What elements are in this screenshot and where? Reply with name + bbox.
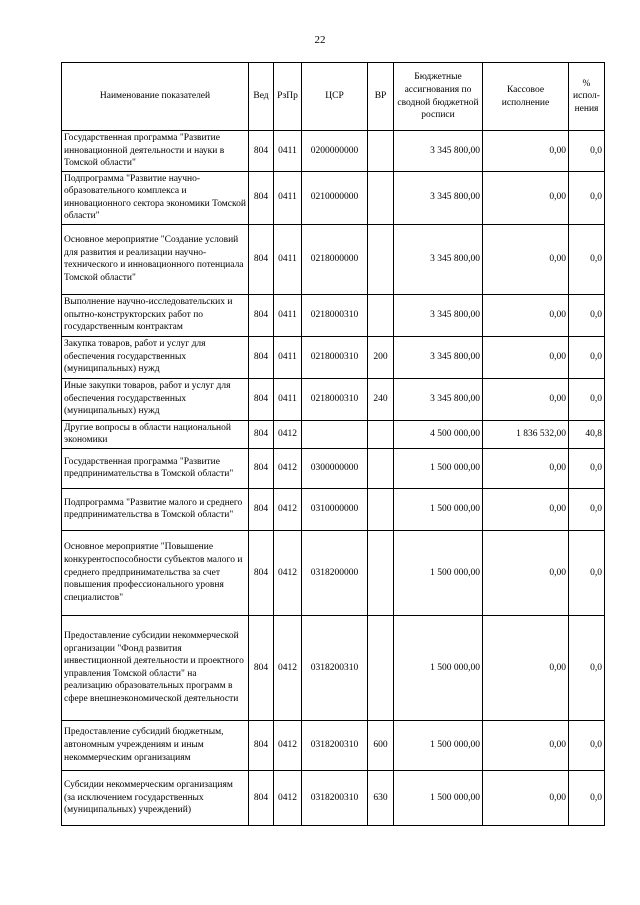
- cell-csr: 0318200310: [302, 720, 368, 770]
- header-csr: ЦСР: [302, 63, 368, 131]
- cell-percent: 0,0: [569, 720, 605, 770]
- table-row: [62, 615, 605, 720]
- cell-vr: [368, 420, 394, 448]
- budget-table: [61, 62, 605, 826]
- cell-name: Подпрограмма "Развитие малого и среднего предпринимательства в Томской области": [62, 488, 249, 530]
- cell-csr: 0218000310: [302, 378, 368, 420]
- cell-name: Закупка товаров, работ и услуг для обеспечения государственных (муниципальных) нужд: [62, 336, 249, 378]
- cell-rzpr: 0411: [274, 294, 302, 336]
- cell-csr: 0318200310: [302, 615, 368, 720]
- cell-vr: [368, 530, 394, 615]
- cell-rzpr: 0412: [274, 720, 302, 770]
- cell-csr: 0200000000: [302, 131, 368, 172]
- cell-budget: 1 500 000,00: [394, 448, 483, 488]
- table-row: [62, 378, 605, 420]
- cell-percent: 0,0: [569, 530, 605, 615]
- cell-budget: 1 500 000,00: [394, 488, 483, 530]
- cell-ved: 804: [249, 131, 274, 172]
- cell-cash: 0,00: [483, 770, 569, 825]
- table-row: [62, 294, 605, 336]
- cell-vr: 200: [368, 336, 394, 378]
- cell-percent: 0,0: [569, 224, 605, 294]
- cell-ved: 804: [249, 336, 274, 378]
- cell-cash: 0,00: [483, 171, 569, 224]
- header-rzpr: РзПр: [274, 63, 302, 131]
- cell-percent: 0,0: [569, 448, 605, 488]
- cell-ved: 804: [249, 378, 274, 420]
- cell-cash: 1 836 532,00: [483, 420, 569, 448]
- header-vr: ВР: [368, 63, 394, 131]
- cell-rzpr: 0411: [274, 224, 302, 294]
- cell-budget: 1 500 000,00: [394, 530, 483, 615]
- cell-name: Основное мероприятие "Повышение конкурентоспособности субъектов малого и среднего предпринимательства за счет повышения профессионального уровня специалистов": [62, 530, 249, 615]
- cell-ved: 804: [249, 224, 274, 294]
- cell-cash: 0,00: [483, 448, 569, 488]
- cell-name: Субсидии некоммерческим организациям (за исключением государственных (муниципальных) учреждений): [62, 770, 249, 825]
- cell-percent: 0,0: [569, 770, 605, 825]
- cell-name: Государственная программа "Развитие предпринимательства в Томской области": [62, 448, 249, 488]
- cell-name: Выполнение научно-исследовательских и опытно-конструкторских работ по государственным контрактам: [62, 294, 249, 336]
- cell-csr: 0300000000: [302, 448, 368, 488]
- table-row: [62, 131, 605, 172]
- cell-ved: 804: [249, 488, 274, 530]
- cell-csr: 0218000000: [302, 224, 368, 294]
- cell-cash: 0,00: [483, 720, 569, 770]
- cell-rzpr: 0411: [274, 131, 302, 172]
- table-row: [62, 448, 605, 488]
- cell-budget: 3 345 800,00: [394, 171, 483, 224]
- cell-name: Предоставление субсидии некоммерческой организации "Фонд развития инвестиционной деятельности и проектного управления Томской области" на реализацию образовательных программ в сфере внешнеэкономической деятельности: [62, 615, 249, 720]
- header-row: [62, 63, 605, 131]
- cell-vr: [368, 448, 394, 488]
- cell-budget: 1 500 000,00: [394, 720, 483, 770]
- page-number: 22: [314, 34, 326, 46]
- cell-cash: 0,00: [483, 378, 569, 420]
- table-row: [62, 224, 605, 294]
- cell-budget: 1 500 000,00: [394, 615, 483, 720]
- cell-name: Основное мероприятие "Создание условий для развития и реализации научно-технического и инновационного потенциала Томской области": [62, 224, 249, 294]
- cell-rzpr: 0412: [274, 770, 302, 825]
- cell-budget: 1 500 000,00: [394, 770, 483, 825]
- cell-cash: 0,00: [483, 530, 569, 615]
- cell-ved: 804: [249, 720, 274, 770]
- cell-vr: 600: [368, 720, 394, 770]
- cell-cash: 0,00: [483, 336, 569, 378]
- cell-budget: 4 500 000,00: [394, 420, 483, 448]
- table-row: [62, 770, 605, 825]
- header-percent: % испол-нения: [569, 63, 605, 131]
- table-row: [62, 336, 605, 378]
- cell-rzpr: 0412: [274, 448, 302, 488]
- table-row: [62, 530, 605, 615]
- cell-rzpr: 0412: [274, 488, 302, 530]
- cell-name: Другие вопросы в области национальной экономики: [62, 420, 249, 448]
- cell-cash: 0,00: [483, 615, 569, 720]
- cell-rzpr: 0411: [274, 336, 302, 378]
- cell-percent: 0,0: [569, 336, 605, 378]
- table-row: [62, 720, 605, 770]
- cell-csr: 0318200310: [302, 770, 368, 825]
- cell-ved: 804: [249, 420, 274, 448]
- cell-vr: [368, 171, 394, 224]
- cell-csr: 0218000310: [302, 336, 368, 378]
- cell-ved: 804: [249, 171, 274, 224]
- cell-vr: [368, 294, 394, 336]
- cell-vr: [368, 615, 394, 720]
- cell-percent: 0,0: [569, 294, 605, 336]
- header-ved: Вед: [249, 63, 274, 131]
- cell-cash: 0,00: [483, 488, 569, 530]
- cell-rzpr: 0412: [274, 530, 302, 615]
- cell-name: Подпрограмма "Развитие научно-образовательного комплекса и инновационного сектора экономики Томской области": [62, 171, 249, 224]
- table-row: [62, 420, 605, 448]
- cell-rzpr: 0411: [274, 378, 302, 420]
- cell-percent: 0,0: [569, 615, 605, 720]
- cell-csr: [302, 420, 368, 448]
- table-row: [62, 171, 605, 224]
- table-row: [62, 488, 605, 530]
- cell-vr: [368, 131, 394, 172]
- cell-ved: 804: [249, 615, 274, 720]
- cell-ved: 804: [249, 448, 274, 488]
- header-budget: Бюджетные ассигнования по сводной бюджетной росписи: [394, 63, 483, 131]
- cell-budget: 3 345 800,00: [394, 131, 483, 172]
- cell-rzpr: 0411: [274, 171, 302, 224]
- cell-vr: 240: [368, 378, 394, 420]
- cell-cash: 0,00: [483, 131, 569, 172]
- cell-vr: [368, 488, 394, 530]
- cell-ved: 804: [249, 530, 274, 615]
- cell-vr: 630: [368, 770, 394, 825]
- cell-csr: 0210000000: [302, 171, 368, 224]
- cell-csr: 0310000000: [302, 488, 368, 530]
- cell-ved: 804: [249, 770, 274, 825]
- cell-ved: 804: [249, 294, 274, 336]
- cell-vr: [368, 224, 394, 294]
- header-cash: Кассовое исполнение: [483, 63, 569, 131]
- cell-rzpr: 0412: [274, 615, 302, 720]
- cell-percent: 0,0: [569, 488, 605, 530]
- cell-percent: 0,0: [569, 171, 605, 224]
- cell-csr: 0318200000: [302, 530, 368, 615]
- cell-budget: 3 345 800,00: [394, 224, 483, 294]
- cell-budget: 3 345 800,00: [394, 336, 483, 378]
- cell-rzpr: 0412: [274, 420, 302, 448]
- cell-cash: 0,00: [483, 294, 569, 336]
- cell-name: Предоставление субсидий бюджетным, автономным учреждениям и иным некоммерческим организациям: [62, 720, 249, 770]
- cell-name: Иные закупки товаров, работ и услуг для обеспечения государственных (муниципальных) нужд: [62, 378, 249, 420]
- cell-name: Государственная программа "Развитие инновационной деятельности и науки в Томской области": [62, 131, 249, 172]
- header-name: Наименование показателей: [62, 63, 249, 131]
- cell-budget: 3 345 800,00: [394, 294, 483, 336]
- cell-csr: 0218000310: [302, 294, 368, 336]
- cell-percent: 0,0: [569, 131, 605, 172]
- cell-percent: 0,0: [569, 378, 605, 420]
- cell-cash: 0,00: [483, 224, 569, 294]
- cell-percent: 40,8: [569, 420, 605, 448]
- cell-budget: 3 345 800,00: [394, 378, 483, 420]
